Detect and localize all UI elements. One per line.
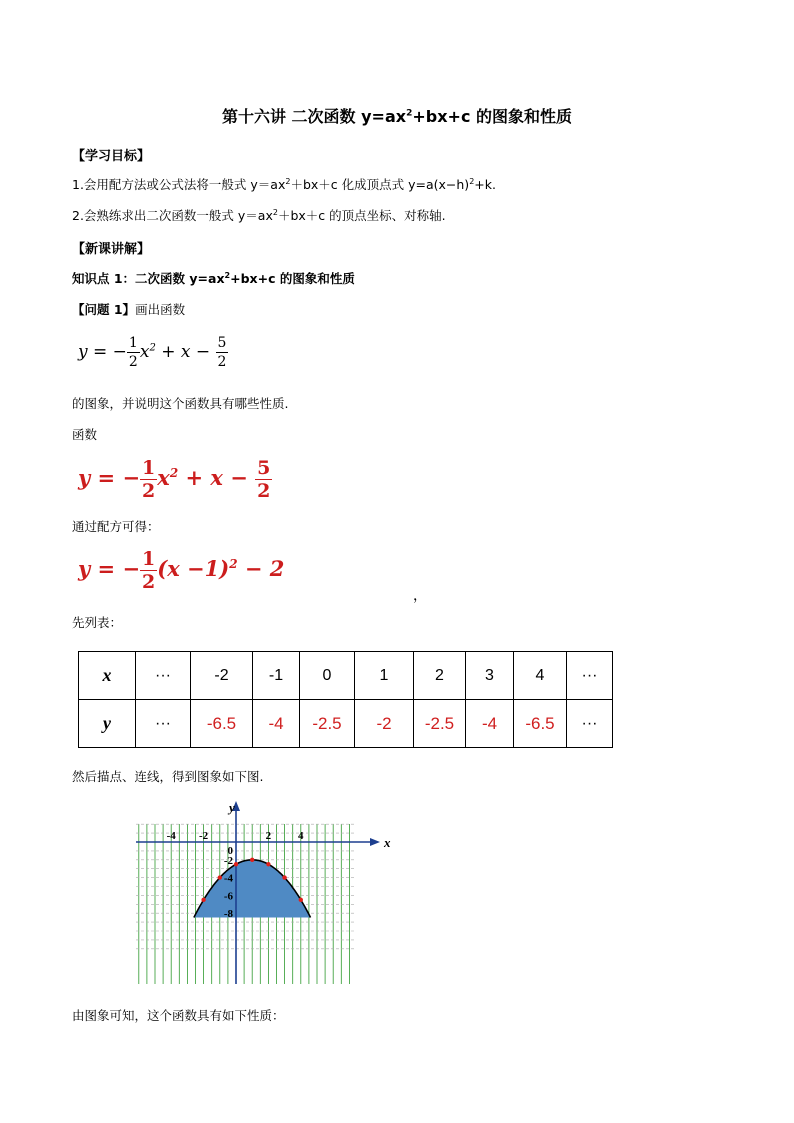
x-axis-label: x: [384, 835, 391, 850]
data-point: [201, 898, 205, 902]
table-header-y: y: [79, 700, 136, 748]
objective-item-2: 2.会熟练求出二次函数一般式 $y=ax^2+bx+c$ 的顶点坐标、对称轴.: [72, 207, 446, 223]
data-point: [282, 875, 286, 879]
table-cell: ···: [136, 700, 191, 748]
y-tick-label: -4: [223, 872, 233, 885]
data-point: [299, 898, 303, 902]
y-tick-label: -6: [223, 890, 233, 903]
plot-description: 然后描点、连线，得到图象如下图.: [72, 769, 264, 784]
x-axis-arrow: [370, 838, 380, 846]
list-table-label: 先列表：: [72, 615, 123, 630]
data-point: [218, 875, 222, 879]
y-tick-label: -8: [223, 908, 233, 921]
table-cell: ···: [136, 652, 191, 700]
x-tick-label: 2: [265, 830, 272, 842]
after-equation-text: 的图象，并说明这个函数具有哪些性质.: [72, 396, 289, 411]
table-cell: 1: [355, 652, 414, 700]
y-tick-label: -2: [223, 854, 233, 867]
data-point: [250, 858, 254, 862]
data-point: [266, 862, 270, 866]
trailing-comma: ，: [413, 588, 427, 604]
x-tick-label: -4: [166, 830, 176, 842]
table-cell: 0: [300, 652, 355, 700]
table-cell: -2.5: [414, 700, 466, 748]
y-tick-label: 0: [227, 845, 233, 857]
complete-square-label: 通过配方可得：: [72, 519, 160, 534]
x-tick-label: 4: [298, 830, 304, 842]
equation-vertex-red: y = − $\frac{1}{2}$ $(x -1)^2 - 2$: [78, 548, 285, 593]
table-cell: -2: [355, 700, 414, 748]
lesson-heading: 【新课讲解】: [72, 242, 151, 257]
table-cell: 2: [414, 652, 466, 700]
y-axis-label: y: [229, 800, 235, 815]
equation-general-red: y = − $\frac{1}{2}$ $x^2 + x$ − $\frac{5}{2}$: [78, 457, 271, 502]
table-header-x: x: [79, 652, 136, 700]
table-row-y: [79, 700, 613, 748]
table-cell: -4: [466, 700, 514, 748]
function-label: 函数: [72, 427, 98, 442]
table-cell: ···: [567, 700, 613, 748]
table-cell: -2.5: [300, 700, 355, 748]
equation-general-black: y = − $\frac{1}{2}$ $x^2 + x$ − $\frac{5}{2}$: [78, 335, 227, 370]
value-table: [78, 651, 613, 748]
conclusion-text: 由图象可知，这个函数具有如下性质：: [72, 1008, 285, 1023]
page-title: 第十六讲 二次函数 $y=ax^2+bx+c$ 的图象和性质: [221, 107, 573, 126]
table-row-x: [79, 652, 613, 700]
data-point: [234, 862, 238, 866]
objective-item-1: 1.会用配方法或公式法将一般式 $y=ax^2+bx+c$ 化成顶点式 $y=a(x-h)^2+k$.: [72, 176, 496, 192]
table-cell: 4: [514, 652, 567, 700]
x-tick-label: -2: [199, 830, 209, 842]
knowledge-point-heading: 知识点 1：二次函数 $y=ax^2+bx+c$ 的图象和性质: [72, 270, 355, 286]
question-1: 【问题 1】画出函数: [72, 302, 186, 317]
table-cell: ···: [567, 652, 613, 700]
table-cell: -6.5: [191, 700, 253, 748]
parabola-graph: [132, 798, 392, 990]
objectives-heading: 【学习目标】: [72, 149, 151, 164]
table-cell: -4: [253, 700, 300, 748]
table-cell: 3: [466, 652, 514, 700]
table-cell: -6.5: [514, 700, 567, 748]
table-cell: -2: [191, 652, 253, 700]
table-cell: -1: [253, 652, 300, 700]
